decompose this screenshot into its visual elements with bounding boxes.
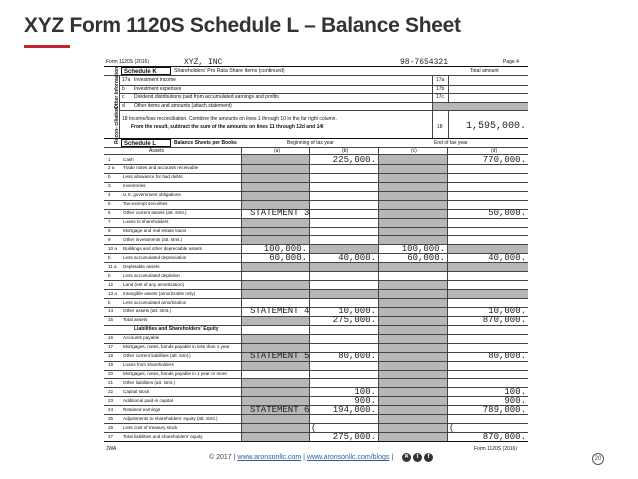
- form-shaded-cell: [379, 173, 447, 182]
- form-shaded-cell: [310, 262, 378, 271]
- schedule-l-cell-d: 870,000.: [482, 315, 526, 326]
- schedule-l-row-label: Less accumulated depletion: [123, 272, 180, 278]
- form-shaded-cell: [242, 387, 309, 396]
- form-rule: [119, 110, 528, 111]
- schedule-l-row-num: b: [108, 174, 111, 180]
- schedule-l-row-label: Less cost of treasury stock: [123, 424, 178, 430]
- schedule-l-row-num: 15: [108, 317, 114, 323]
- schedule-k-row-num: 17a: [122, 77, 131, 83]
- form-rule: [104, 75, 528, 76]
- schedule-l-cell-b: 194,000.: [332, 404, 376, 415]
- schedule-l-label: Schedule L: [121, 139, 171, 147]
- schedule-l-row-num: 25: [108, 415, 114, 421]
- assets-header: Assets: [149, 148, 165, 154]
- schedule-l-row-num: 23: [108, 397, 114, 403]
- form-shaded-cell: [242, 361, 309, 370]
- form-shaded-cell: [242, 289, 309, 298]
- schedule-l-row-num: 26: [108, 424, 114, 430]
- form-shaded-cell: [242, 432, 309, 441]
- schedule-l-row-label: U.S. government obligations: [123, 192, 181, 198]
- schedule-l-cell-d: (: [449, 422, 455, 433]
- form-rule: [104, 441, 528, 442]
- schedule-l-row-label: Less allowance for bad debts: [123, 174, 183, 180]
- form-rule: [104, 182, 528, 183]
- schedule-l-row-num: 1: [108, 156, 111, 162]
- twitter-icon[interactable]: t: [413, 453, 422, 462]
- schedule-l-row-label: Intangible assets (amortizable only): [123, 290, 196, 296]
- x-icon[interactable]: ✕: [403, 454, 410, 460]
- schedule-l-cell-d: 50,000.: [488, 208, 526, 219]
- schedule-l-cell-b: 80,000.: [338, 351, 376, 362]
- schedule-k-row-label: Other items and amounts (attach statement): [134, 102, 232, 109]
- schedule-l-cell-d: 100.: [504, 386, 526, 397]
- schedule-k-row-label: Investment income: [134, 77, 176, 83]
- slide-footer: [0, 454, 638, 466]
- form-shaded-cell: [379, 343, 447, 352]
- footer-text: [209, 454, 393, 461]
- schedule-l-row-label: Depletable assets: [123, 263, 160, 269]
- schedule-l-row-label: Buildings and other depreciable assets: [123, 245, 202, 251]
- form-shaded-cell: [379, 352, 447, 361]
- schedule-l-row-num: 14: [108, 308, 114, 314]
- footer-copyright: © 2017 |: [209, 454, 238, 461]
- schedule-l-row-label: Trade notes and accounts receivable: [123, 165, 199, 171]
- form-shaded-cell: [242, 316, 309, 325]
- schedule-l-beginning-header: Beginning of tax year: [287, 140, 334, 146]
- schedule-l-row-num: 6: [108, 210, 111, 216]
- schedule-l-row-label: Less accumulated amortization: [123, 299, 187, 305]
- form-shaded-cell: [242, 334, 309, 343]
- schedule-l-row-num: 10 a: [108, 245, 117, 251]
- form-shaded-cell: [379, 280, 447, 289]
- schedule-l-cell-d: 770,000.: [482, 154, 526, 165]
- form-rule: [104, 147, 528, 148]
- schedule-l-row-label: Mortgages, notes, bonds payable in less than 1 year: [123, 344, 230, 350]
- schedule-k-total-header: Total amount: [470, 68, 499, 74]
- schedule-l-cell-b: 10,000.: [338, 306, 376, 317]
- schedule-l-cell-d: 40,000.: [488, 252, 526, 263]
- schedule-k-row-num: d: [122, 102, 125, 109]
- schedule-l-cell-c: 100,000.: [401, 243, 445, 254]
- schedule-k-row-code: 17b: [436, 85, 445, 92]
- form-header-left: Form 1120S (2016): [106, 59, 149, 65]
- schedule-k-description: Shareholders' Pro Rata Share Items (continued): [174, 68, 285, 74]
- schedule-l-row-num: 13 a: [108, 290, 117, 296]
- schedule-l-row-label: Additional paid-in capital: [123, 397, 173, 403]
- form-company-name: XYZ, INC: [184, 58, 223, 67]
- schedule-l-row-label: Other liabilities (att. stmt.): [123, 379, 176, 385]
- form-shaded-cell: [379, 405, 447, 414]
- form-shaded-cell: [448, 289, 528, 298]
- line18-text-2: From the result, subtract the sum of the amounts on lines 11 through 12d and 14l: [131, 124, 324, 130]
- form-shaded-cell: [379, 289, 447, 298]
- schedule-k-row-num: b: [122, 85, 125, 92]
- form-shaded-cell: [379, 423, 447, 432]
- schedule-l-cell-d: 80,000.: [488, 351, 526, 362]
- line18-code: 18: [437, 124, 443, 130]
- schedule-l-row-num: 27: [108, 433, 114, 439]
- schedule-l-row-label: Cash: [123, 156, 134, 162]
- schedule-l-row-num: 12: [108, 281, 114, 287]
- tax-form-image: [104, 58, 528, 452]
- form-shaded-cell: [242, 182, 309, 191]
- schedule-l-row-label: Other investments (att. stmt.): [123, 236, 183, 242]
- line18-value: 1,595,000.: [465, 121, 526, 132]
- form-shaded-cell: [242, 414, 309, 423]
- schedule-l-row-label: Land (net of any amortization): [123, 281, 185, 287]
- schedule-l-cell-a: 100,000.: [263, 243, 307, 254]
- schedule-l-row-label: Loans from shareholders: [123, 362, 174, 368]
- col-a-header: (a): [274, 148, 281, 154]
- form-shaded-cell: [379, 164, 447, 173]
- schedule-l-row-label: Less accumulated depreciation: [123, 254, 187, 260]
- schedule-l-row-label: Other current assets (att. stmt.): [123, 210, 187, 216]
- schedule-l-row-label: Inventories: [123, 183, 146, 189]
- col-c-header: (c): [411, 148, 417, 154]
- form-shaded-cell: [242, 378, 309, 387]
- schedule-l-description: Balance Sheets per Books: [174, 140, 237, 146]
- form-shaded-cell: [310, 244, 378, 253]
- form-shaded-cell: [379, 396, 447, 405]
- schedule-k-row-code: 17c: [436, 94, 445, 101]
- schedule-l-cell-a: STATEMENT 5: [250, 351, 310, 362]
- schedule-l-row-num: 21: [108, 379, 114, 385]
- form-shaded-cell: [242, 227, 309, 236]
- schedule-l-row-num: b: [108, 254, 111, 260]
- schedule-l-cell-b: (: [311, 422, 317, 433]
- form-shaded-cell: [379, 298, 447, 307]
- form-shaded-cell: [379, 191, 447, 200]
- schedule-l-row-num: b: [108, 272, 111, 278]
- schedule-l-row-num: 18: [108, 353, 114, 359]
- footer-link-site[interactable]: www.aronsonllc.com: [237, 454, 302, 461]
- schedule-l-cell-a: STATEMENT 3: [250, 208, 310, 219]
- form-ein: 98-7654321: [400, 58, 449, 67]
- form-shaded-cell: [379, 387, 447, 396]
- schedule-l-row-label: Adjustments to shareholders' equity (att. stmt.): [123, 415, 218, 421]
- form-rule: [104, 200, 528, 201]
- schedule-l-cell-b: 225,000.: [332, 154, 376, 165]
- form-shaded-cell: [448, 262, 528, 271]
- form-shaded-cell: [379, 316, 447, 325]
- form-shaded-cell: [448, 244, 528, 253]
- form-rule: [104, 334, 528, 335]
- form-shaded-cell: [242, 262, 309, 271]
- schedule-l-row-num: 8: [108, 228, 111, 233]
- form-shaded-cell: [379, 378, 447, 387]
- schedule-k-side-other: Other Information: [114, 66, 120, 109]
- form-rule: [104, 262, 528, 263]
- schedule-l-row-label: Total liabilities and shareholders' equity: [123, 433, 203, 439]
- schedule-l-row-num: 16: [108, 335, 114, 341]
- schedule-l-cell-b: 100.: [354, 386, 376, 397]
- schedule-l-row-label: Accounts payable: [123, 335, 160, 341]
- form-shaded-cell: [242, 155, 309, 164]
- form-shaded-cell: [379, 325, 447, 334]
- schedule-l-row-label: Mortgage and real estate loans: [123, 228, 187, 233]
- schedule-l-row-num: 20: [108, 371, 114, 376]
- schedule-k-row-label: Investment expenses: [134, 85, 182, 92]
- form-shaded-cell: [242, 164, 309, 173]
- form-shaded-cell: [379, 218, 447, 227]
- form-shaded-cell: [379, 307, 447, 316]
- schedule-k-row-code: 17a: [436, 77, 445, 83]
- schedule-l-cell-b: 900.: [354, 395, 376, 406]
- schedule-l-row-num: 24: [108, 406, 114, 412]
- schedule-k-row-label: Dividend distributions paid from accumulated earnings and profits: [134, 94, 279, 101]
- schedule-l-row-label: Other assets (att. stmt.): [123, 308, 171, 314]
- facebook-icon[interactable]: f: [424, 453, 433, 462]
- schedule-l-row-num: b: [108, 299, 111, 305]
- form-shaded-cell: [379, 182, 447, 191]
- form-shaded-cell: [379, 262, 447, 271]
- schedule-l-cell-a: STATEMENT 6: [250, 404, 310, 415]
- schedule-l-cell-d: 870,000.: [482, 431, 526, 442]
- form-shaded-cell: [242, 191, 309, 200]
- schedule-l-row-num: 3: [108, 183, 111, 189]
- form-shaded-cell: [379, 361, 447, 370]
- schedule-l-end-header: End of tax year: [434, 140, 468, 146]
- form-shaded-cell: [433, 102, 528, 110]
- schedule-l-cell-b: 275,000.: [332, 431, 376, 442]
- schedule-l-cell-a: 60,000.: [269, 252, 307, 263]
- schedule-l-row-num: 11 a: [108, 263, 117, 269]
- form-shaded-cell: [242, 396, 309, 405]
- form-page-label: Page 4: [503, 59, 519, 65]
- form-shaded-cell: [379, 200, 447, 209]
- schedule-l-row-num: 9: [108, 236, 111, 242]
- schedule-l-row-num: 7: [108, 219, 111, 225]
- schedule-l-row-num: 2 a: [108, 165, 115, 171]
- form-footer-left: JWA: [106, 446, 117, 452]
- schedule-l-row-num: 17: [108, 344, 114, 350]
- form-shaded-cell: [379, 209, 447, 218]
- form-shaded-cell: [379, 334, 447, 343]
- form-shaded-cell: [379, 432, 447, 441]
- schedule-l-row-num: 22: [108, 388, 114, 394]
- form-shaded-cell: [379, 155, 447, 164]
- form-shaded-cell: [310, 289, 378, 298]
- schedule-l-cell-d: 789,000.: [482, 404, 526, 415]
- schedule-l-row-label: Retained earnings: [123, 406, 161, 412]
- schedule-l-row-label: Mortgages, notes, bonds payable in 1 year or more: [123, 371, 227, 376]
- schedule-k-row-num: c: [122, 94, 125, 101]
- schedule-l-cell-c: 60,000.: [407, 252, 445, 263]
- form-shaded-cell: [242, 173, 309, 182]
- liabilities-header: Liabilities and Shareholders' Equity: [134, 326, 219, 333]
- schedule-l-row-num: 4: [108, 192, 111, 198]
- schedule-k-side-recon: Recon- ciliation: [114, 106, 120, 144]
- form-shaded-cell: [379, 227, 447, 236]
- col-b-header: (b): [342, 148, 349, 154]
- schedule-l-cell-b: 40,000.: [338, 252, 376, 263]
- schedule-l-cell-a: STATEMENT 4: [250, 306, 310, 317]
- col-d-header: (d): [491, 148, 498, 154]
- footer-link-blogs[interactable]: www.aronsonllc.com/blogs: [306, 454, 390, 461]
- schedule-k-label: Schedule K: [121, 67, 171, 75]
- schedule-l-row-num: 5: [108, 201, 111, 207]
- schedule-l-row-label: Total assets: [123, 317, 148, 323]
- form-shaded-cell: [242, 423, 309, 432]
- footer-separator: |: [389, 454, 394, 461]
- form-shaded-cell: [242, 218, 309, 227]
- schedule-l-row-label: Other current liabilities (att. stmt.): [123, 353, 191, 359]
- form-shaded-cell: [242, 280, 309, 289]
- slide-title: XYZ Form 1120S Schedule L – Balance Sheet: [24, 14, 461, 37]
- schedule-l-row-label: Tax-exempt securities: [123, 201, 168, 207]
- schedule-l-cell-d: 900.: [504, 395, 526, 406]
- footer-separator: |: [301, 454, 307, 461]
- schedule-l-cell-d: 10,000.: [488, 306, 526, 317]
- line18-text: 18 Income/loss reconciliation. Combine the amounts on lines 1 through 10 in the far right column.: [122, 116, 337, 122]
- form-shaded-cell: [379, 370, 447, 379]
- form-footer-right: Form 1120S (2016): [474, 446, 517, 452]
- schedule-l-row-label: Loans to shareholders: [123, 219, 169, 225]
- schedule-l-row-num: 19: [108, 362, 114, 368]
- schedule-l-row-label: Capital stock: [123, 388, 150, 394]
- schedule-l-cell-b: 275,000.: [332, 315, 376, 326]
- page-number: 20: [592, 453, 604, 465]
- title-accent-rule: [24, 45, 70, 48]
- form-shaded-cell: [379, 414, 447, 423]
